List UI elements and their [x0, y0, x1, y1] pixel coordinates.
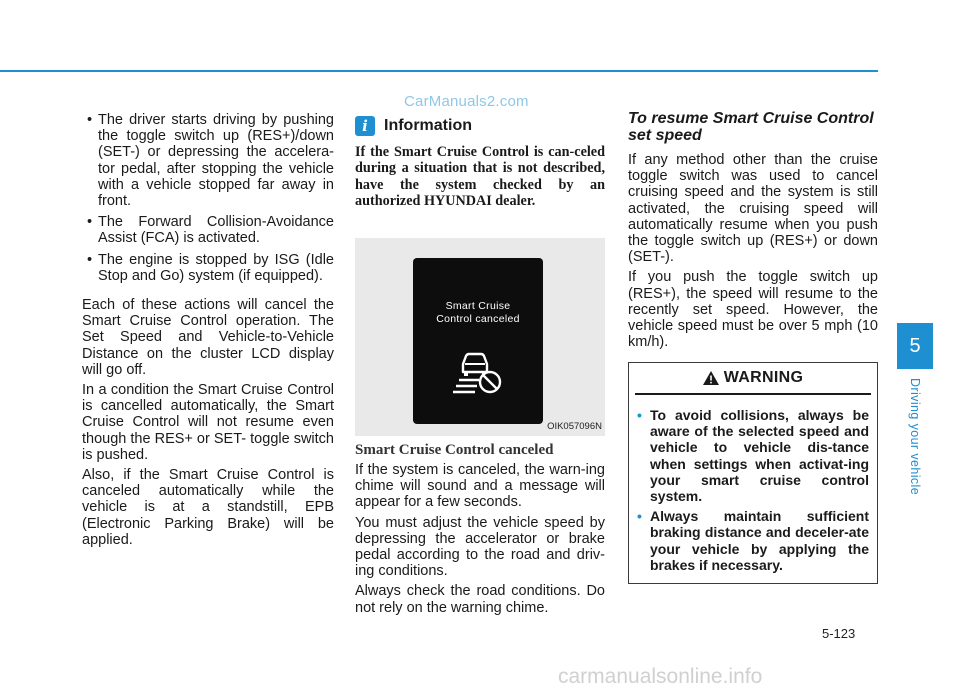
column-middle-text — [355, 462, 605, 620]
column-right — [628, 110, 878, 354]
section-heading — [628, 110, 878, 144]
paragraph: If you push the toggle switch up (RES+), the speed will resume to the recently set speed. However, the vehicle speed must be over 5 mph (10 km/h). — [628, 269, 878, 351]
paragraph: If the system is canceled, the warn-ing chime will sound and a message will appear for a few seconds. — [355, 462, 605, 511]
warning-rule — [635, 393, 871, 395]
paragraph: You must adjust the vehicle speed by depressing the accelerator or brake pedal according to the road and driv-ing conditions. — [355, 514, 605, 580]
cluster-display — [413, 258, 543, 424]
list-item: • The engine is stopped by ISG (Idle Stop and Go) system (if equipped). — [82, 252, 334, 284]
smart-cruise-cancel-icon — [453, 350, 503, 394]
figure-code: OIK057096N — [547, 421, 602, 432]
display-line: Smart Cruise — [445, 300, 511, 312]
list-item: • Always maintain sufficient braking distance and deceler-ate your vehicle by applying the brakes if necessary. — [637, 508, 869, 573]
paragraph: Each of these actions will cancel the Smart Cruise Control operation. The Set Speed and Vehicle-to-Vehicle Distance on the cluster LCD display will go off. — [82, 297, 334, 378]
warning-title: WARNING — [723, 369, 804, 386]
page-number: 5-123 — [822, 626, 856, 641]
display-line: Control canceled — [436, 313, 520, 325]
section-heading: Smart Cruise Control canceled — [355, 442, 554, 458]
warning-list — [637, 407, 869, 573]
chapter-label — [898, 372, 932, 502]
chapter-tab: 5 — [897, 323, 933, 369]
list-item: • To avoid collisions, always be aware of the selected speed and vehicle to vehicle dis-tance when settings when activat-ing your smart cruise control system. — [637, 407, 869, 504]
warning-header — [629, 369, 877, 387]
information-note — [355, 116, 605, 210]
paragraph: In a condition the Smart Cruise Control is cancelled automatically, the Smart Cruise Control will not resume even though the RES+ or SET- toggle switch is pushed. — [82, 382, 334, 463]
chapter-label-text: Driving your vehicle — [908, 378, 922, 496]
information-body: If the Smart Cruise Control is can-celed during a situation that is not described, have the system checked by an authorized HYUNDAI dealer. — [355, 144, 605, 210]
display-message — [413, 300, 543, 326]
paragraph: Always check the road conditions. Do not rely on the warning chime. — [355, 583, 605, 616]
paragraph: Also, if the Smart Cruise Control is canceled automatically while the vehicle is at a standstill, EPB (Electronic Parking Brake) will be applied. — [82, 467, 334, 548]
heading-line: set speed — [628, 127, 702, 144]
information-title: Information — [384, 116, 472, 134]
cluster-figure — [355, 238, 605, 436]
watermark-top: CarManuals2.com — [404, 93, 529, 110]
paragraph: If any method other than the cruise toggle switch was used to cancel cruising speed and the system is still activated, the cruising speed will automatically resume when you push the toggle switch up (RES+) or down (SET-). — [628, 152, 878, 266]
watermark-bottom: carmanualsonline.info — [558, 665, 763, 688]
list-item: • The driver starts driving by pushing the toggle switch up (RES+)/down (SET-) or depressing the accelera-tor pedal, after stopping the vehicle with a vehicle stopped far away in front. — [82, 112, 334, 209]
column-left — [82, 112, 334, 552]
cancel-conditions-list — [82, 112, 334, 284]
list-item: • The Forward Collision-Avoidance Assist (FCA) is activated. — [82, 214, 334, 246]
info-icon: i — [355, 116, 375, 136]
top-rule — [0, 70, 878, 72]
information-header — [355, 116, 605, 136]
warning-triangle-icon — [703, 371, 719, 385]
heading-line: To resume Smart Cruise Control — [628, 110, 874, 127]
warning-box — [628, 362, 878, 584]
